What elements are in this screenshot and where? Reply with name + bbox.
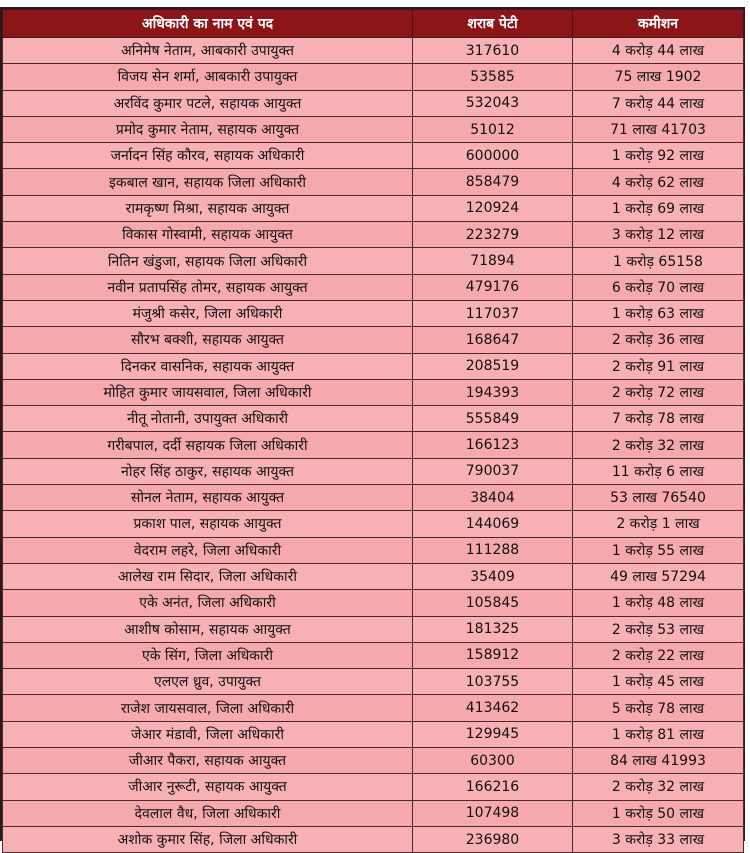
header-officer-name-post: अधिकारी का नाम एवं पद xyxy=(3,10,413,38)
commission-cell: 2 करोड़ 22 लाख xyxy=(573,642,744,668)
commission-cell: 49 लाख 57294 xyxy=(573,563,744,589)
commission-cell: 7 करोड़ 78 लाख xyxy=(573,406,744,432)
table-row xyxy=(3,432,744,458)
commission-table-container xyxy=(0,7,745,849)
officer-name-cell: विकास गोस्वामी, सहायक आयुक्त xyxy=(3,222,413,248)
officer-name-cell: विजय सेन शर्मा, आबकारी उपायुक्त xyxy=(3,64,413,90)
liquor-cases-cell: 223279 xyxy=(413,222,573,248)
liquor-cases-cell: 53585 xyxy=(413,64,573,90)
table-row xyxy=(3,274,744,300)
commission-cell: 6 करोड़ 70 लाख xyxy=(573,274,744,300)
officer-name-cell: नीतू नोतानी, उपायुक्त अधिकारी xyxy=(3,406,413,432)
table-row xyxy=(3,563,744,589)
table-row xyxy=(3,748,744,774)
table-row xyxy=(3,721,744,747)
officer-name-cell: इकबाल खान, सहायक जिला अधिकारी xyxy=(3,169,413,195)
commission-cell: 1 करोड़ 50 लाख xyxy=(573,800,744,826)
commission-cell: 2 करोड़ 36 लाख xyxy=(573,327,744,353)
table-row xyxy=(3,800,744,826)
liquor-cases-cell: 532043 xyxy=(413,90,573,116)
table-row xyxy=(3,169,744,195)
liquor-cases-cell: 166123 xyxy=(413,432,573,458)
commission-cell: 1 करोड़ 48 लाख xyxy=(573,590,744,616)
officer-name-cell: राजेश जायसवाल, जिला अधिकारी xyxy=(3,695,413,721)
officer-name-cell: एके अनंत, जिला अधिकारी xyxy=(3,590,413,616)
officer-name-cell: सोनल नेताम, सहायक आयुक्त xyxy=(3,485,413,511)
table-row xyxy=(3,406,744,432)
liquor-cases-cell: 129945 xyxy=(413,721,573,747)
liquor-cases-cell: 168647 xyxy=(413,327,573,353)
liquor-cases-cell: 413462 xyxy=(413,695,573,721)
commission-cell: 1 करोड़ 69 लाख xyxy=(573,195,744,221)
table-row xyxy=(3,353,744,379)
liquor-cases-cell: 51012 xyxy=(413,116,573,142)
officer-name-cell: गरीबपाल, दर्दी सहायक जिला अधिकारी xyxy=(3,432,413,458)
liquor-cases-cell: 166216 xyxy=(413,774,573,800)
commission-cell: 1 करोड़ 92 लाख xyxy=(573,143,744,169)
table-row xyxy=(3,116,744,142)
officer-name-cell: नवीन प्रतापसिंह तोमर, सहायक आयुक्त xyxy=(3,274,413,300)
liquor-cases-cell: 858479 xyxy=(413,169,573,195)
table-row xyxy=(3,64,744,90)
officer-name-cell: दिनकर वासनिक, सहायक आयुक्त xyxy=(3,353,413,379)
officer-name-cell: मोहित कुमार जायसवाल, जिला अधिकारी xyxy=(3,379,413,405)
officer-name-cell: एके सिंग, जिला अधिकारी xyxy=(3,642,413,668)
commission-cell: 75 लाख 1902 xyxy=(573,64,744,90)
table-row xyxy=(3,195,744,221)
commission-cell: 4 करोड़ 62 लाख xyxy=(573,169,744,195)
table-row xyxy=(3,38,744,64)
table-row xyxy=(3,511,744,537)
table-row xyxy=(3,300,744,326)
officer-name-cell: जीआर नुरूटी, सहायक आयुक्त xyxy=(3,774,413,800)
liquor-cases-cell: 107498 xyxy=(413,800,573,826)
liquor-cases-cell: 103755 xyxy=(413,669,573,695)
liquor-cases-cell: 35409 xyxy=(413,563,573,589)
liquor-cases-cell: 158912 xyxy=(413,642,573,668)
commission-cell: 2 करोड़ 91 लाख xyxy=(573,353,744,379)
officer-name-cell: प्रमोद कुमार नेताम, सहायक आयुक्त xyxy=(3,116,413,142)
liquor-cases-cell: 111288 xyxy=(413,537,573,563)
commission-cell: 4 करोड़ 44 लाख xyxy=(573,38,744,64)
officer-name-cell: अनिमेष नेताम, आबकारी उपायुक्त xyxy=(3,38,413,64)
commission-cell: 11 करोड़ 6 लाख xyxy=(573,458,744,484)
liquor-cases-cell: 194393 xyxy=(413,379,573,405)
liquor-cases-cell: 790037 xyxy=(413,458,573,484)
officer-name-cell: मंजुश्री कसेर, जिला अधिकारी xyxy=(3,300,413,326)
commission-cell: 2 करोड़ 32 लाख xyxy=(573,432,744,458)
commission-cell: 2 करोड़ 53 लाख xyxy=(573,616,744,642)
liquor-cases-cell: 117037 xyxy=(413,300,573,326)
liquor-cases-cell: 317610 xyxy=(413,38,573,64)
table-row xyxy=(3,327,744,353)
officer-name-cell: एलएल ध्रुव, उपायुक्त xyxy=(3,669,413,695)
table-row xyxy=(3,90,744,116)
commission-cell: 2 करोड़ 32 लाख xyxy=(573,774,744,800)
table-row xyxy=(3,143,744,169)
officer-name-cell: आशीष कोसाम, सहायक आयुक्त xyxy=(3,616,413,642)
liquor-cases-cell: 555849 xyxy=(413,406,573,432)
table-row xyxy=(3,616,744,642)
commission-cell: 84 लाख 41993 xyxy=(573,748,744,774)
header-liquor-cases: शराब पेटी xyxy=(413,10,573,38)
table-body xyxy=(3,38,744,853)
table-row xyxy=(3,669,744,695)
liquor-cases-cell: 479176 xyxy=(413,274,573,300)
table-row xyxy=(3,537,744,563)
officer-name-cell: वेदराम लहरे, जिला अधिकारी xyxy=(3,537,413,563)
commission-cell: 53 लाख 76540 xyxy=(573,485,744,511)
table-row xyxy=(3,642,744,668)
commission-cell: 2 करोड़ 72 लाख xyxy=(573,379,744,405)
table-row xyxy=(3,695,744,721)
liquor-cases-cell: 208519 xyxy=(413,353,573,379)
commission-cell: 1 करोड़ 81 लाख xyxy=(573,721,744,747)
officer-name-cell: अरविंद कुमार पटले, सहायक आयुक्त xyxy=(3,90,413,116)
commission-cell: 1 करोड़ 63 लाख xyxy=(573,300,744,326)
table-row xyxy=(3,458,744,484)
commission-table xyxy=(2,9,744,853)
liquor-cases-cell: 236980 xyxy=(413,826,573,852)
commission-cell: 71 लाख 41703 xyxy=(573,116,744,142)
table-row xyxy=(3,248,744,274)
table-row xyxy=(3,485,744,511)
officer-name-cell: नितिन खंडुजा, सहायक जिला अधिकारी xyxy=(3,248,413,274)
commission-cell: 3 करोड़ 33 लाख xyxy=(573,826,744,852)
officer-name-cell: अशोक कुमार सिंह, जिला अधिकारी xyxy=(3,826,413,852)
officer-name-cell: रामकृष्ण मिश्रा, सहायक आयुक्त xyxy=(3,195,413,221)
commission-cell: 1 करोड़ 55 लाख xyxy=(573,537,744,563)
officer-name-cell: जर्नादन सिंह कौरव, सहायक अधिकारी xyxy=(3,143,413,169)
officer-name-cell: आलेख राम सिदार, जिला अधिकारी xyxy=(3,563,413,589)
liquor-cases-cell: 105845 xyxy=(413,590,573,616)
header-commission: कमीशन xyxy=(573,10,744,38)
officer-name-cell: नोहर सिंह ठाकुर, सहायक आयुक्त xyxy=(3,458,413,484)
liquor-cases-cell: 144069 xyxy=(413,511,573,537)
commission-cell: 1 करोड़ 65158 xyxy=(573,248,744,274)
table-row xyxy=(3,379,744,405)
liquor-cases-cell: 120924 xyxy=(413,195,573,221)
officer-name-cell: देवलाल वैध, जिला अधिकारी xyxy=(3,800,413,826)
table-row xyxy=(3,774,744,800)
liquor-cases-cell: 71894 xyxy=(413,248,573,274)
liquor-cases-cell: 600000 xyxy=(413,143,573,169)
commission-cell: 3 करोड़ 12 लाख xyxy=(573,222,744,248)
commission-cell: 2 करोड़ 1 लाख xyxy=(573,511,744,537)
table-row xyxy=(3,826,744,852)
table-row xyxy=(3,222,744,248)
commission-cell: 7 करोड़ 44 लाख xyxy=(573,90,744,116)
officer-name-cell: जीआर पैकरा, सहायक आयुक्त xyxy=(3,748,413,774)
officer-name-cell: प्रकाश पाल, सहायक आयुक्त xyxy=(3,511,413,537)
table-row xyxy=(3,590,744,616)
liquor-cases-cell: 38404 xyxy=(413,485,573,511)
officer-name-cell: जेआर मंडावी, जिला अधिकारी xyxy=(3,721,413,747)
table-header-row xyxy=(3,10,744,38)
liquor-cases-cell: 60300 xyxy=(413,748,573,774)
officer-name-cell: सौरभ बक्शी, सहायक आयुक्त xyxy=(3,327,413,353)
commission-cell: 5 करोड़ 78 लाख xyxy=(573,695,744,721)
liquor-cases-cell: 181325 xyxy=(413,616,573,642)
commission-cell: 1 करोड़ 45 लाख xyxy=(573,669,744,695)
